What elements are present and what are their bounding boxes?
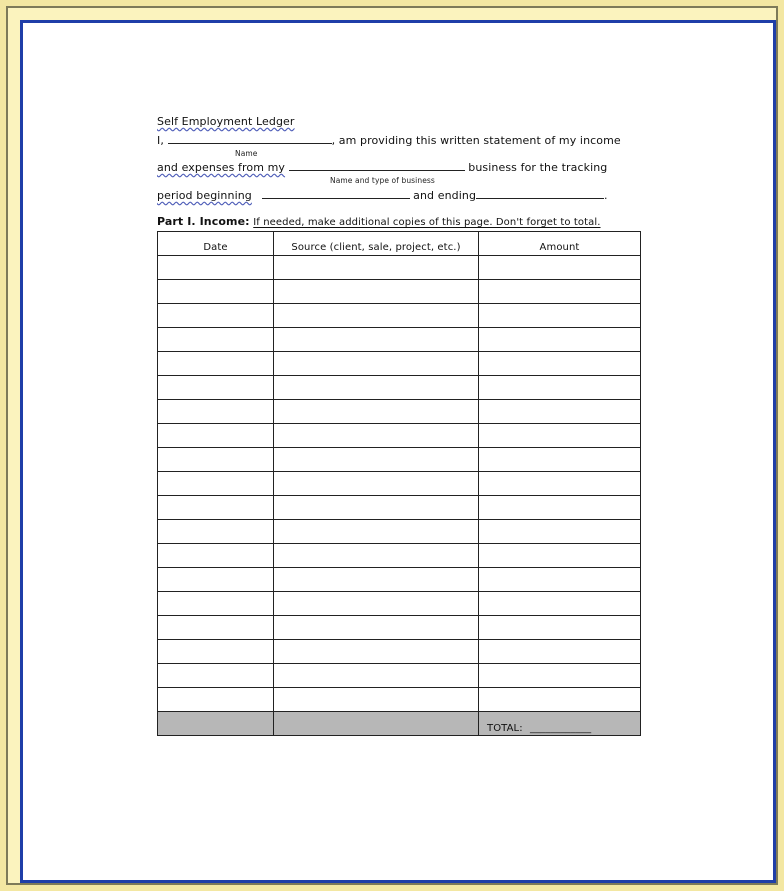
source-header: Source (client, sale, project, etc.) (274, 232, 479, 256)
total-label: TOTAL: (487, 723, 523, 734)
table-row (158, 256, 641, 280)
table-row (158, 328, 641, 352)
source-cell[interactable] (274, 520, 479, 544)
date-cell[interactable] (158, 496, 274, 520)
table-row (158, 352, 641, 376)
income-table (157, 231, 641, 736)
source-cell[interactable] (274, 448, 479, 472)
source-cell[interactable] (274, 496, 479, 520)
amount-cell[interactable] (479, 568, 641, 592)
source-cell[interactable] (274, 376, 479, 400)
source-cell[interactable] (274, 640, 479, 664)
table-row (158, 448, 641, 472)
source-cell[interactable] (274, 616, 479, 640)
total-row (158, 712, 641, 736)
total-value: ____________ (529, 723, 592, 734)
income-table-wrap (157, 231, 640, 736)
table-row (158, 280, 641, 304)
date-cell[interactable] (158, 376, 274, 400)
date-cell[interactable] (158, 664, 274, 688)
amount-cell[interactable] (479, 280, 641, 304)
table-row (158, 400, 641, 424)
table-row (158, 472, 641, 496)
period-line (157, 188, 641, 203)
source-cell[interactable] (274, 352, 479, 376)
source-cell[interactable] (274, 688, 479, 712)
date-cell[interactable] (158, 472, 274, 496)
income-part-note: If needed, make additional copies of this page. Don't forget to total. (253, 217, 601, 228)
table-row (158, 376, 641, 400)
title-text: Self Employment Ledger (157, 115, 295, 128)
amount-cell[interactable] (479, 424, 641, 448)
table-header-row (158, 232, 641, 256)
name-line-suffix: , am providing this written statement of my income (331, 134, 621, 147)
amount-cell[interactable] (479, 640, 641, 664)
name-line-prefix: I, (157, 134, 164, 147)
form-title (157, 115, 641, 129)
table-row (158, 544, 641, 568)
amount-cell[interactable] (479, 472, 641, 496)
amount-header: Amount (479, 232, 641, 256)
amount-cell[interactable] (479, 616, 641, 640)
source-cell[interactable] (274, 424, 479, 448)
amount-cell[interactable] (479, 352, 641, 376)
amount-cell[interactable] (479, 496, 641, 520)
period-line-suffix: . (604, 189, 608, 202)
date-cell[interactable] (158, 328, 274, 352)
period-line-middle: and ending (413, 189, 477, 202)
amount-cell[interactable] (479, 256, 641, 280)
table-row (158, 640, 641, 664)
source-cell[interactable] (274, 256, 479, 280)
ledger-form (157, 115, 641, 734)
income-table-body (158, 256, 641, 736)
period-start-blank[interactable] (262, 188, 410, 199)
amount-cell[interactable] (479, 544, 641, 568)
amount-cell[interactable] (479, 592, 641, 616)
period-line-prefix: period beginning (157, 189, 252, 202)
table-row (158, 592, 641, 616)
table-row (158, 616, 641, 640)
table-row (158, 568, 641, 592)
name-blank[interactable] (168, 133, 332, 144)
amount-cell[interactable] (479, 688, 641, 712)
date-cell[interactable] (158, 280, 274, 304)
date-cell[interactable] (158, 400, 274, 424)
source-cell[interactable] (274, 568, 479, 592)
table-row (158, 424, 641, 448)
source-cell[interactable] (274, 664, 479, 688)
amount-cell[interactable] (479, 448, 641, 472)
total-source-cell (274, 712, 479, 736)
amount-cell[interactable] (479, 664, 641, 688)
date-header: Date (158, 232, 274, 256)
date-cell[interactable] (158, 424, 274, 448)
source-cell[interactable] (274, 592, 479, 616)
amount-cell[interactable] (479, 400, 641, 424)
date-cell[interactable] (158, 304, 274, 328)
business-blank[interactable] (289, 160, 465, 171)
source-cell[interactable] (274, 472, 479, 496)
name-caption: Name (235, 149, 258, 158)
amount-cell[interactable] (479, 520, 641, 544)
name-line (157, 133, 641, 148)
amount-cell[interactable] (479, 328, 641, 352)
date-cell[interactable] (158, 448, 274, 472)
amount-cell[interactable] (479, 304, 641, 328)
business-line-suffix: business for the tracking (468, 161, 608, 174)
date-cell[interactable] (158, 688, 274, 712)
date-cell[interactable] (158, 520, 274, 544)
date-cell[interactable] (158, 592, 274, 616)
source-cell[interactable] (274, 280, 479, 304)
income-part-label: Part I. Income: (157, 215, 250, 228)
total-amount-cell[interactable] (479, 712, 641, 736)
amount-cell[interactable] (479, 376, 641, 400)
source-cell[interactable] (274, 304, 479, 328)
date-cell[interactable] (158, 256, 274, 280)
date-cell[interactable] (158, 568, 274, 592)
business-caption: Name and type of business (330, 176, 435, 185)
total-date-cell (158, 712, 274, 736)
table-row (158, 520, 641, 544)
table-row (158, 304, 641, 328)
table-row (158, 496, 641, 520)
business-line-prefix: and expenses from my (157, 161, 286, 174)
business-line (157, 160, 641, 175)
date-cell[interactable] (158, 352, 274, 376)
source-cell[interactable] (274, 328, 479, 352)
date-cell[interactable] (158, 616, 274, 640)
source-cell[interactable] (274, 544, 479, 568)
date-cell[interactable] (158, 640, 274, 664)
source-cell[interactable] (274, 400, 479, 424)
date-cell[interactable] (158, 544, 274, 568)
table-row (158, 688, 641, 712)
period-end-blank[interactable] (476, 188, 604, 199)
table-row (158, 664, 641, 688)
income-heading (157, 215, 641, 230)
